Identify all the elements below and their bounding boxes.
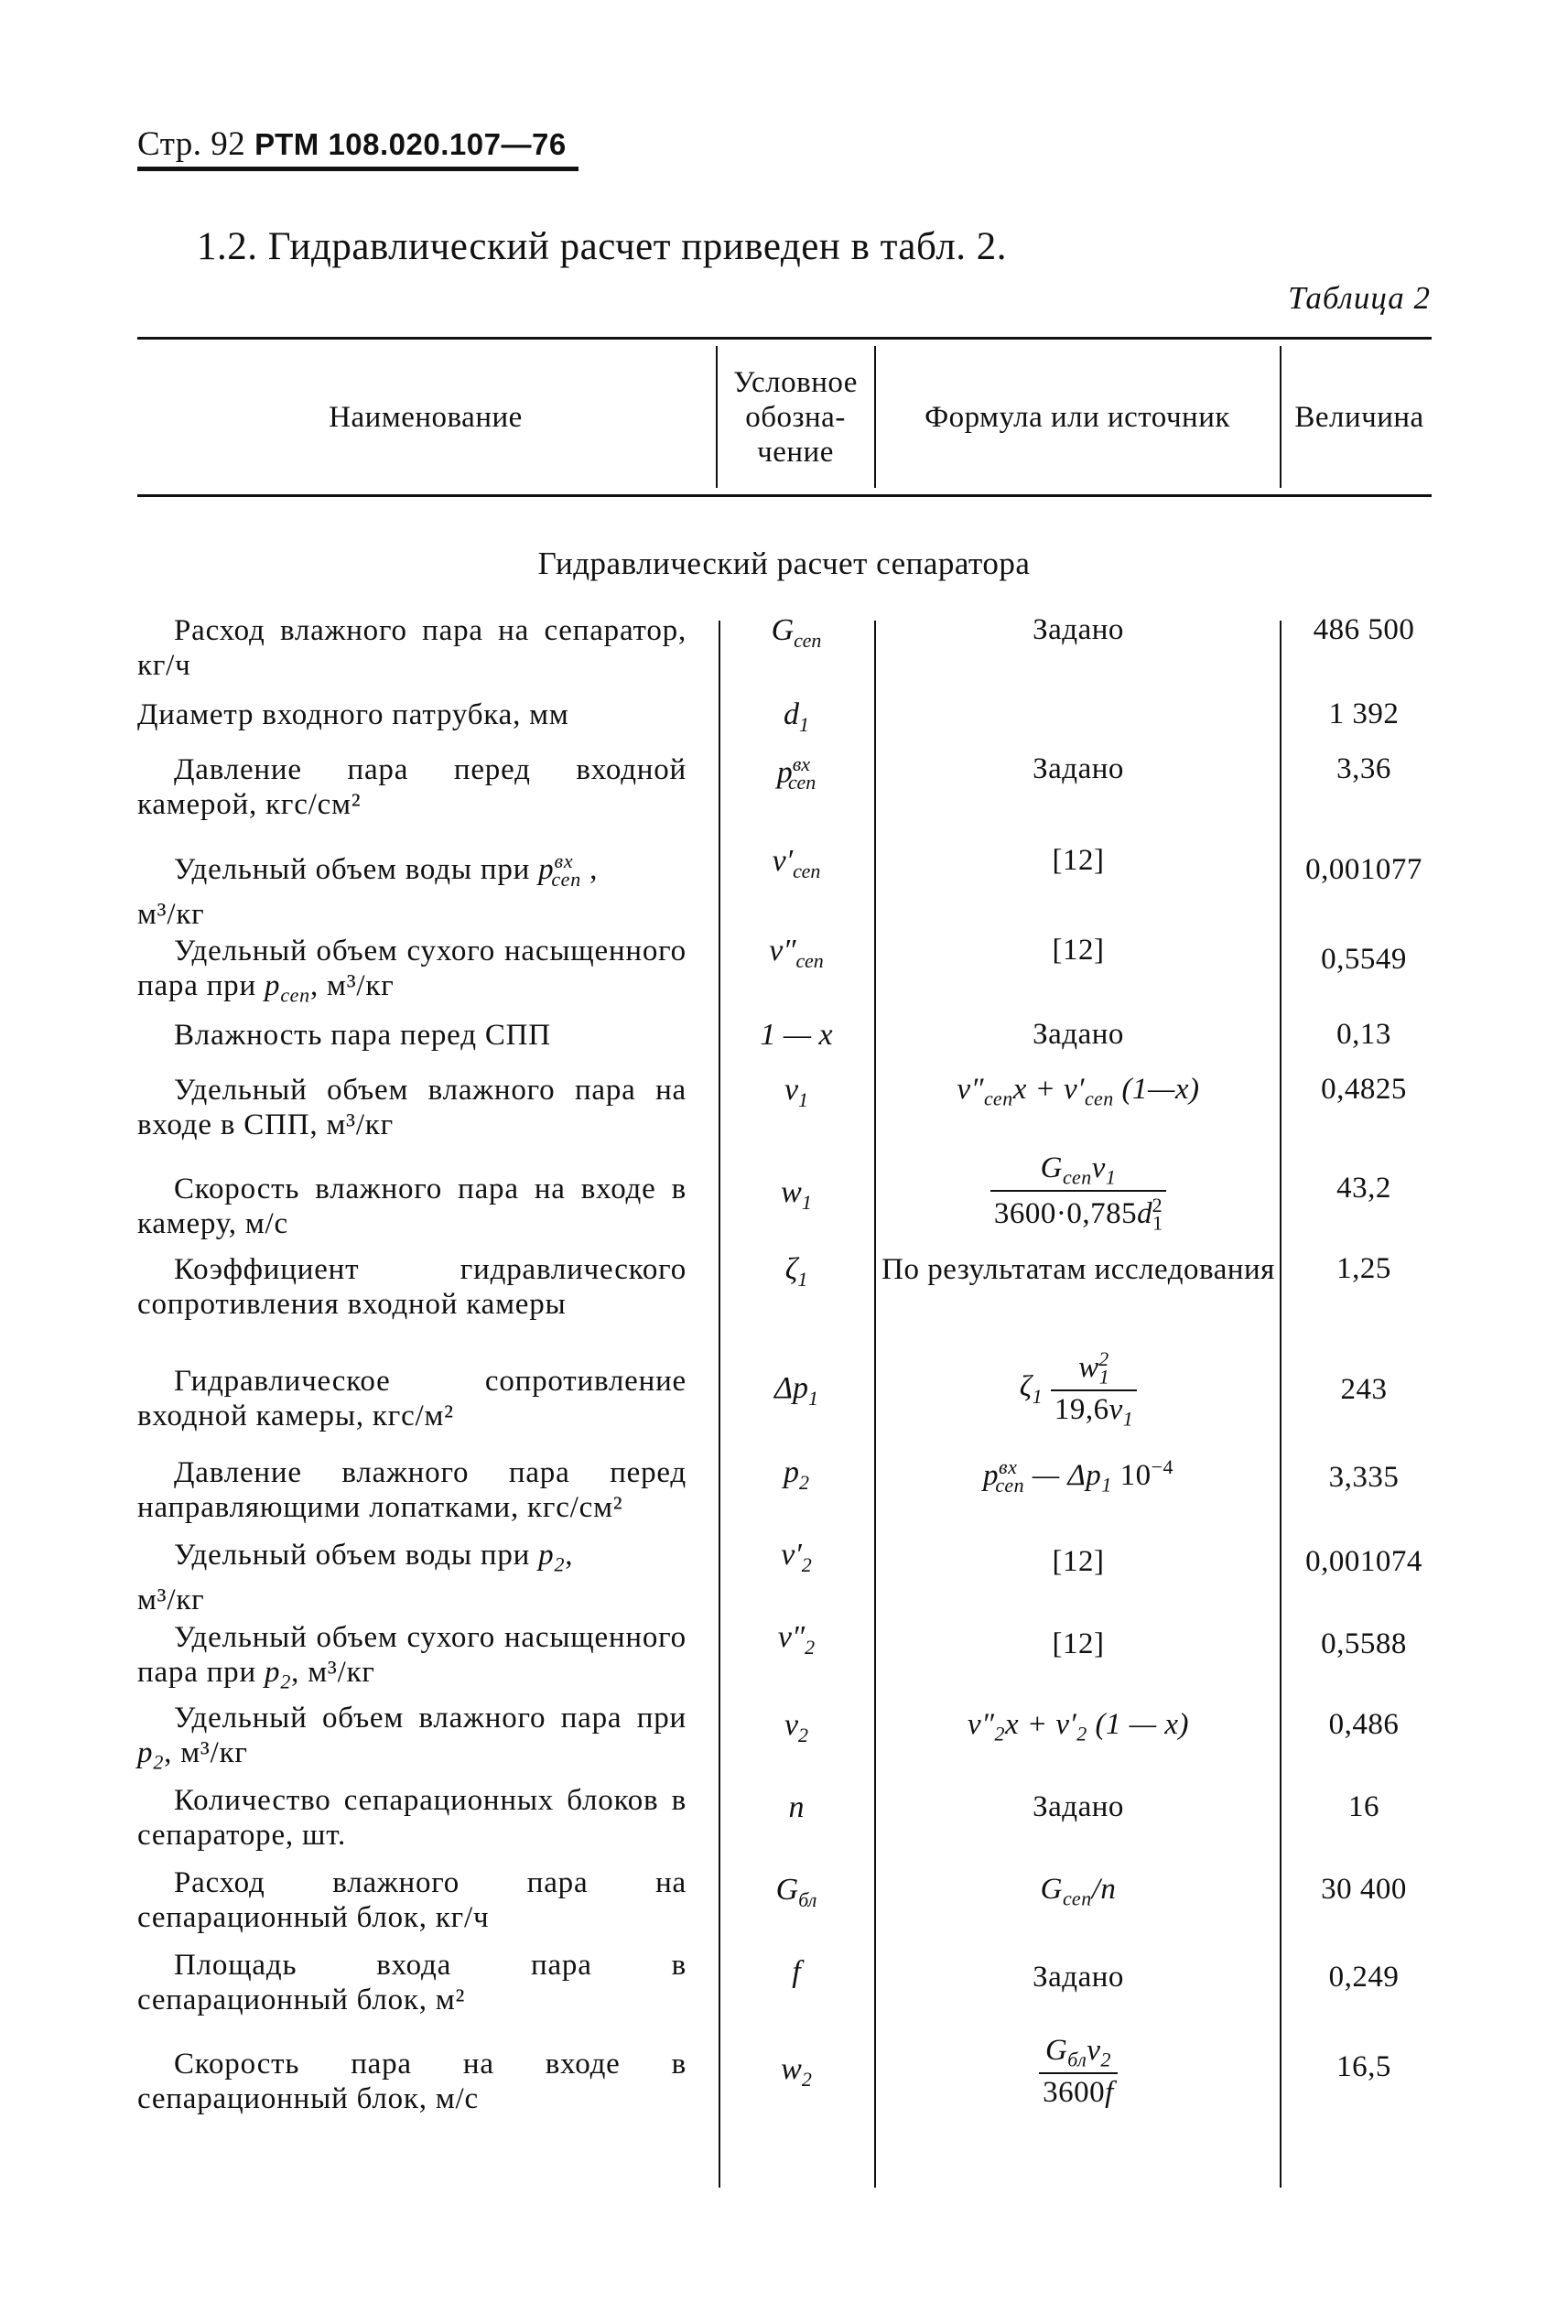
row-name: Удельный объем влажного пара при $p_2$, м³/кг [137, 1702, 687, 1774]
row-formula: Задано [1033, 1790, 1124, 1823]
row-formula: По результатам исследования [881, 1253, 1275, 1286]
row-symbol: $v''_{сеп}$ [769, 934, 824, 972]
row-name: Удельный объем воды при $p^{вх}_{сеп}$ , м³/кг [137, 849, 599, 931]
row-symbol: 1 — x [760, 1018, 833, 1052]
row-name-part: м³/кг [137, 897, 205, 931]
row-symbol: $v''_2$ [777, 1620, 816, 1659]
table-top-rule [137, 337, 1432, 340]
row-value: 0,13 [1336, 1018, 1391, 1051]
row-name: Гидравлическое сопротивление входной камеры, кгс/м² [137, 1365, 687, 1432]
row-symbol: $p^{вх}_{сеп}$ [776, 752, 816, 794]
row-name: Удельный объем воды при $p_2$, м³/кг [137, 1539, 574, 1616]
row-value: 1,25 [1336, 1252, 1391, 1285]
row-value: 16 [1348, 1790, 1379, 1823]
header-rule [137, 167, 579, 171]
row-name: Скорость влажного пара на входе в камеру, м/с [137, 1173, 687, 1240]
table-header-rule [137, 494, 1432, 497]
row-name-part: Удельный объем воды при [174, 1539, 531, 1572]
row-symbol: n [788, 1790, 805, 1824]
row-name: Влажность пара перед СПП [174, 1019, 551, 1052]
row-name: Удельный объем сухого насыщенного пара при $p_{сеп}$, м³/кг [137, 935, 687, 1007]
table-label: Таблица 2 [1288, 280, 1431, 316]
page-header [137, 124, 567, 164]
row-name: Коэффициент гидравлического сопротивления входной камеры [137, 1253, 687, 1321]
formula-denominator: 3600 [1043, 2075, 1106, 2109]
row-formula: $G_{сеп}/n$ [1040, 1873, 1117, 1910]
row-name: Расход влажного пара на сепарационный блок, кг/ч [137, 1866, 687, 1934]
row-symbol: $\zeta_1$ [784, 1252, 808, 1291]
column-header-symbol-line: Условное [733, 365, 858, 399]
row-name: Площадь входа пара в сепарационный блок, м² [137, 1949, 687, 2016]
row-name: Количество сепарационных блоков в сепараторе, шт. [137, 1784, 687, 1852]
row-name-part: м³/кг [137, 1583, 205, 1616]
row-value: 1 392 [1328, 697, 1400, 730]
page-number: Стр. 92 [137, 125, 246, 163]
section-title: Гидравлический расчет сепаратора [537, 546, 1031, 581]
row-symbol: $\Delta p_1$ [774, 1371, 818, 1410]
row-symbol: $w_1$ [781, 1175, 812, 1214]
row-value: 0,001077 [1305, 853, 1422, 886]
row-value: 0,001074 [1305, 1545, 1422, 1578]
row-formula: $\zeta_1$ $\frac{w_1^2}{19,6v_1}$ [877, 1347, 1280, 1431]
row-name: Удельный объем сухого насыщенного пара при $p_2$, м³/кг [137, 1621, 687, 1693]
row-value: 486 500 [1313, 613, 1415, 646]
row-value: 43,2 [1336, 1172, 1391, 1205]
row-symbol: $v'_{сеп}$ [772, 844, 821, 882]
row-symbol: $v_2$ [784, 1708, 809, 1746]
row-value: 0,4825 [1321, 1073, 1407, 1106]
row-formula: Задано [1033, 752, 1124, 785]
row-name-part: Удельный объем сухого насыщенного пара при [137, 1621, 687, 1689]
column-header-symbol-line: чение [757, 435, 834, 469]
row-symbol: $v'_2$ [781, 1538, 812, 1576]
column-header-symbol-line: обозна- [745, 400, 846, 434]
row-name-part: , м³/кг [164, 1736, 248, 1769]
formula-denominator: 3600·0,785 [993, 1196, 1138, 1230]
row-name: Давление пара перед входной камерой, кгс/см² [137, 753, 687, 821]
row-formula: [12] [1052, 844, 1105, 877]
column-header-value: Величина [1294, 400, 1424, 434]
row-symbol: f [792, 1955, 801, 1989]
row-value: 0,249 [1328, 1961, 1400, 1994]
row-formula: [12] [1052, 934, 1105, 967]
row-symbol: $d_1$ [784, 697, 809, 736]
row-name-part: Удельный объем сухого насыщенного пара при [137, 935, 687, 1002]
row-formula: Задано [1033, 613, 1124, 646]
row-symbol: $w_2$ [781, 2052, 812, 2091]
row-value: 0,486 [1328, 1708, 1400, 1741]
column-header-name: Наименование [329, 400, 523, 434]
row-formula: $p^{вх}_{сеп}$ — $\Delta p_1$ $10^{-4}$ [983, 1455, 1173, 1497]
body-separator [874, 621, 876, 2188]
row-formula: $v''_{сеп}x + v'_{сеп}$ (1—x) [957, 1073, 1200, 1110]
row-symbol: $p_2$ [784, 1455, 809, 1494]
row-value: 3,36 [1336, 752, 1391, 785]
document-code: РТМ 108.020.107—76 [254, 127, 567, 161]
row-name: Диаметр входного патрубка, мм [137, 698, 569, 731]
row-formula: $\frac{G_{бл}v_2}{3600f}$ [877, 2034, 1280, 2110]
row-value: 30 400 [1321, 1873, 1407, 1906]
row-value: 16,5 [1336, 2050, 1391, 2083]
row-name-part: Удельный объем воды при [174, 853, 531, 886]
row-name-part: Удельный объем влажного пара при [174, 1702, 687, 1735]
row-symbol: $v_1$ [784, 1073, 809, 1111]
row-name: Удельный объем влажного пара на входе в СПП, м³/кг [137, 1074, 687, 1141]
row-formula: $v''_2x + v'_2$ (1 — x) [968, 1708, 1189, 1746]
row-name-part: , м³/кг [291, 1656, 375, 1689]
row-symbol: $G_{бл}$ [775, 1873, 817, 1911]
column-header-formula: Формула или источник [925, 400, 1230, 434]
formula-denominator: 19,6 [1054, 1392, 1109, 1426]
row-name: Скорость пара на входе в сепарационный блок, м/с [137, 2048, 687, 2115]
row-symbol: $G_{сеп}$ [771, 613, 822, 652]
row-value: 243 [1340, 1373, 1388, 1406]
row-value: 0,5549 [1321, 943, 1407, 976]
row-value: 3,335 [1328, 1461, 1400, 1494]
column-header-symbol [718, 346, 873, 488]
row-name: Давление влажного пара перед направляющими лопатками, кгс/см² [137, 1456, 687, 1524]
row-formula: Задано [1033, 1018, 1124, 1051]
row-name-part: , м³/кг [309, 969, 395, 1002]
row-formula: [12] [1052, 1545, 1105, 1578]
intro-sentence: 1.2. Гидравлический расчет приведен в табл. 2. [197, 225, 1008, 268]
row-formula: Задано [1033, 1961, 1124, 1994]
row-value: 0,5588 [1321, 1627, 1407, 1660]
row-formula: $\frac{G_{сеп}v_1}{3600\cdot 0,785d_1^2}$ [877, 1151, 1280, 1235]
row-name: Расход влажного пара на сепаратор, кг/ч [137, 614, 687, 682]
row-formula: [12] [1052, 1627, 1105, 1660]
